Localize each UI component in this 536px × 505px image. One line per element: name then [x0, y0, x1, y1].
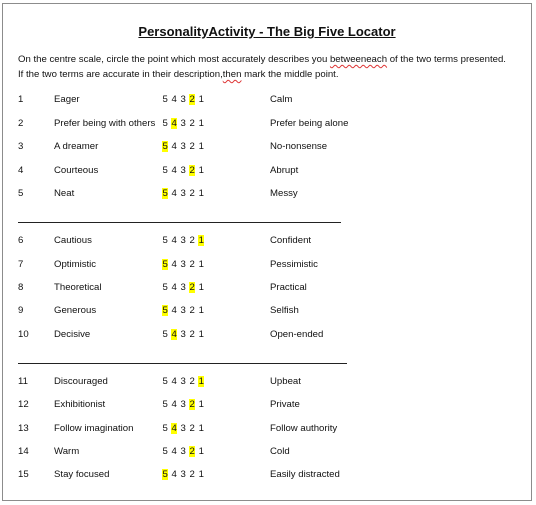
scale-point[interactable]: 3: [180, 94, 186, 105]
item-number: 6: [18, 235, 24, 246]
scale-point[interactable]: 5: [162, 165, 168, 176]
scale-point-selected[interactable]: 5: [162, 305, 168, 316]
item-number: 7: [18, 259, 24, 270]
rating-scale: [162, 187, 204, 201]
item-row: [3, 468, 531, 482]
right-term: Prefer being alone: [270, 118, 349, 129]
title-part-1: PersonalityActivity: [138, 24, 256, 39]
right-term: Pessimistic: [270, 259, 318, 270]
left-term: Follow imagination: [54, 423, 134, 434]
right-term: Confident: [270, 235, 312, 246]
scale-point[interactable]: 5: [162, 376, 168, 387]
scale-point-selected[interactable]: 5: [162, 141, 168, 152]
scale-point-selected[interactable]: 2: [189, 165, 195, 176]
scale-point[interactable]: 1: [198, 141, 204, 152]
rating-scale: [162, 164, 204, 178]
item-number: 1: [18, 94, 24, 105]
scale-point[interactable]: 3: [180, 376, 186, 387]
left-term: Optimistic: [54, 259, 97, 270]
item-row: [3, 140, 531, 154]
scale-point[interactable]: 2: [189, 423, 195, 434]
instructions-text: If the two terms are accurate in their description,: [18, 69, 223, 80]
scale-point[interactable]: 5: [162, 94, 168, 105]
rating-scale: [162, 304, 204, 318]
section-divider: [18, 363, 347, 364]
scale-point[interactable]: 3: [180, 469, 186, 480]
section-divider: [18, 222, 341, 223]
misspelled-word: betweeneach: [329, 54, 388, 65]
right-term: Easily distracted: [270, 469, 340, 480]
page-title: [3, 24, 531, 39]
scale-point[interactable]: 1: [198, 188, 204, 199]
right-term: Abrupt: [270, 165, 299, 176]
scale-point[interactable]: 4: [171, 188, 177, 199]
scale-point[interactable]: 2: [189, 305, 195, 316]
item-number: 5: [18, 188, 24, 199]
scale-point[interactable]: 3: [180, 282, 186, 293]
scale-point-selected[interactable]: 2: [189, 94, 195, 105]
scale-point[interactable]: 4: [171, 469, 177, 480]
scale-point[interactable]: 5: [162, 399, 168, 410]
scale-point[interactable]: 5: [162, 235, 168, 246]
scale-point[interactable]: 2: [189, 329, 195, 340]
scale-point[interactable]: 4: [171, 305, 177, 316]
item-row: [3, 281, 531, 295]
scale-point[interactable]: 2: [189, 376, 195, 387]
document-page: [2, 3, 532, 501]
right-term: Selfish: [270, 305, 299, 316]
scale-point[interactable]: 2: [189, 235, 195, 246]
scale-point[interactable]: 3: [180, 235, 186, 246]
scale-point[interactable]: 3: [180, 446, 186, 457]
scale-point-selected[interactable]: 1: [198, 235, 204, 246]
left-term: Stay focused: [54, 469, 110, 480]
scale-point[interactable]: 2: [189, 188, 195, 199]
left-term: A dreamer: [54, 141, 99, 152]
item-row: [3, 375, 531, 389]
scale-point[interactable]: 4: [171, 94, 177, 105]
instructions-text: mark the middle point.: [241, 69, 339, 80]
title-part-2: - The Big Five Locator: [255, 24, 396, 39]
scale-point[interactable]: 4: [171, 446, 177, 457]
item-number: 9: [18, 305, 24, 316]
item-number: 2: [18, 118, 24, 129]
left-term: Prefer being with others: [54, 118, 156, 129]
scale-point[interactable]: 2: [189, 259, 195, 270]
scale-point[interactable]: 1: [198, 94, 204, 105]
left-term: Theoretical: [54, 282, 102, 293]
item-row: [3, 93, 531, 107]
scale-point[interactable]: 1: [198, 305, 204, 316]
rating-scale: [162, 445, 204, 459]
right-term: Calm: [270, 94, 293, 105]
scale-point[interactable]: 1: [198, 399, 204, 410]
item-row: [3, 445, 531, 459]
scale-point[interactable]: 3: [180, 141, 186, 152]
scale-point[interactable]: 5: [162, 446, 168, 457]
scale-point[interactable]: 5: [162, 118, 168, 129]
scale-point[interactable]: 3: [180, 305, 186, 316]
item-row: [3, 422, 531, 436]
scale-point[interactable]: 2: [189, 469, 195, 480]
scale-point[interactable]: 4: [171, 282, 177, 293]
item-number: 4: [18, 165, 24, 176]
scale-point[interactable]: 1: [198, 282, 204, 293]
rating-scale: [162, 258, 204, 272]
item-row: [3, 258, 531, 272]
scale-point[interactable]: 4: [171, 376, 177, 387]
rating-scale: [162, 468, 204, 482]
item-number: 15: [18, 469, 29, 480]
item-row: [3, 117, 531, 131]
rating-scale: [162, 140, 204, 154]
scale-point-selected[interactable]: 4: [171, 423, 177, 434]
right-term: No-nonsense: [270, 141, 328, 152]
scale-point[interactable]: 5: [162, 329, 168, 340]
left-term: Decisive: [54, 329, 91, 340]
scale-point-selected[interactable]: 5: [162, 188, 168, 199]
item-number: 13: [18, 423, 29, 434]
right-term: Practical: [270, 282, 307, 293]
right-term: Cold: [270, 446, 290, 457]
left-term: Generous: [54, 305, 97, 316]
scale-point[interactable]: 3: [180, 165, 186, 176]
item-row: [3, 304, 531, 318]
item-number: 12: [18, 399, 29, 410]
right-term: Private: [270, 399, 300, 410]
instructions: [18, 52, 527, 82]
item-number: 8: [18, 282, 24, 293]
rating-scale: [162, 398, 204, 412]
right-term: Follow authority: [270, 423, 338, 434]
item-row: [3, 187, 531, 201]
left-term: Cautious: [54, 235, 92, 246]
scale-point[interactable]: 4: [171, 235, 177, 246]
left-term: Exhibitionist: [54, 399, 106, 410]
scale-point-selected[interactable]: 4: [171, 329, 177, 340]
instructions-line-1: [18, 52, 527, 67]
instructions-text: On the centre scale, circle the point which most accurately describes you: [18, 54, 330, 65]
scale-point-selected[interactable]: 5: [162, 259, 168, 270]
left-term: Warm: [54, 446, 80, 457]
item-row: [3, 328, 531, 342]
left-term: Courteous: [54, 165, 99, 176]
scale-point-selected[interactable]: 5: [162, 469, 168, 480]
rating-scale: [162, 328, 204, 342]
item-row: [3, 398, 531, 412]
right-term: Upbeat: [270, 376, 301, 387]
scale-point[interactable]: 1: [198, 165, 204, 176]
misspelled-word: then: [222, 69, 242, 80]
scale-point[interactable]: 1: [198, 118, 204, 129]
right-term: Open-ended: [270, 329, 324, 340]
scale-point[interactable]: 3: [180, 188, 186, 199]
scale-point[interactable]: 4: [171, 141, 177, 152]
scale-point[interactable]: 3: [180, 118, 186, 129]
left-term: Neat: [54, 188, 75, 199]
scale-point[interactable]: 3: [180, 399, 186, 410]
instructions-line-2: [18, 67, 527, 82]
scale-point[interactable]: 3: [180, 329, 186, 340]
rating-scale: [162, 281, 204, 295]
scale-point[interactable]: 2: [189, 118, 195, 129]
item-number: 11: [18, 376, 28, 387]
scale-point[interactable]: 5: [162, 423, 168, 434]
scale-point-selected[interactable]: 1: [198, 376, 204, 387]
scale-point[interactable]: 1: [198, 329, 204, 340]
scale-point[interactable]: 4: [171, 399, 177, 410]
scale-point[interactable]: 4: [171, 259, 177, 270]
scale-point[interactable]: 3: [180, 259, 186, 270]
scale-point-selected[interactable]: 2: [189, 446, 195, 457]
rating-scale: [162, 422, 204, 436]
scale-point[interactable]: 1: [198, 469, 204, 480]
item-number: 10: [18, 329, 29, 340]
rating-scale: [162, 117, 204, 131]
scale-point-selected[interactable]: 2: [189, 282, 195, 293]
instructions-text: of the two terms presented.: [387, 54, 506, 65]
scale-point-selected[interactable]: 2: [189, 399, 195, 410]
left-term: Eager: [54, 94, 80, 105]
scale-point[interactable]: 4: [171, 165, 177, 176]
scale-point[interactable]: 2: [189, 141, 195, 152]
left-term: Discouraged: [54, 376, 108, 387]
rating-scale: [162, 234, 204, 248]
scale-point[interactable]: 3: [180, 423, 186, 434]
item-number: 14: [18, 446, 29, 457]
item-row: [3, 164, 531, 178]
right-term: Messy: [270, 188, 298, 199]
scale-point[interactable]: 1: [198, 259, 204, 270]
scale-point-selected[interactable]: 4: [171, 118, 177, 129]
scale-point[interactable]: 1: [198, 446, 204, 457]
rating-scale: [162, 375, 204, 389]
item-number: 3: [18, 141, 24, 152]
scale-point[interactable]: 5: [162, 282, 168, 293]
rating-scale: [162, 93, 204, 107]
item-row: [3, 234, 531, 248]
scale-point[interactable]: 1: [198, 423, 204, 434]
